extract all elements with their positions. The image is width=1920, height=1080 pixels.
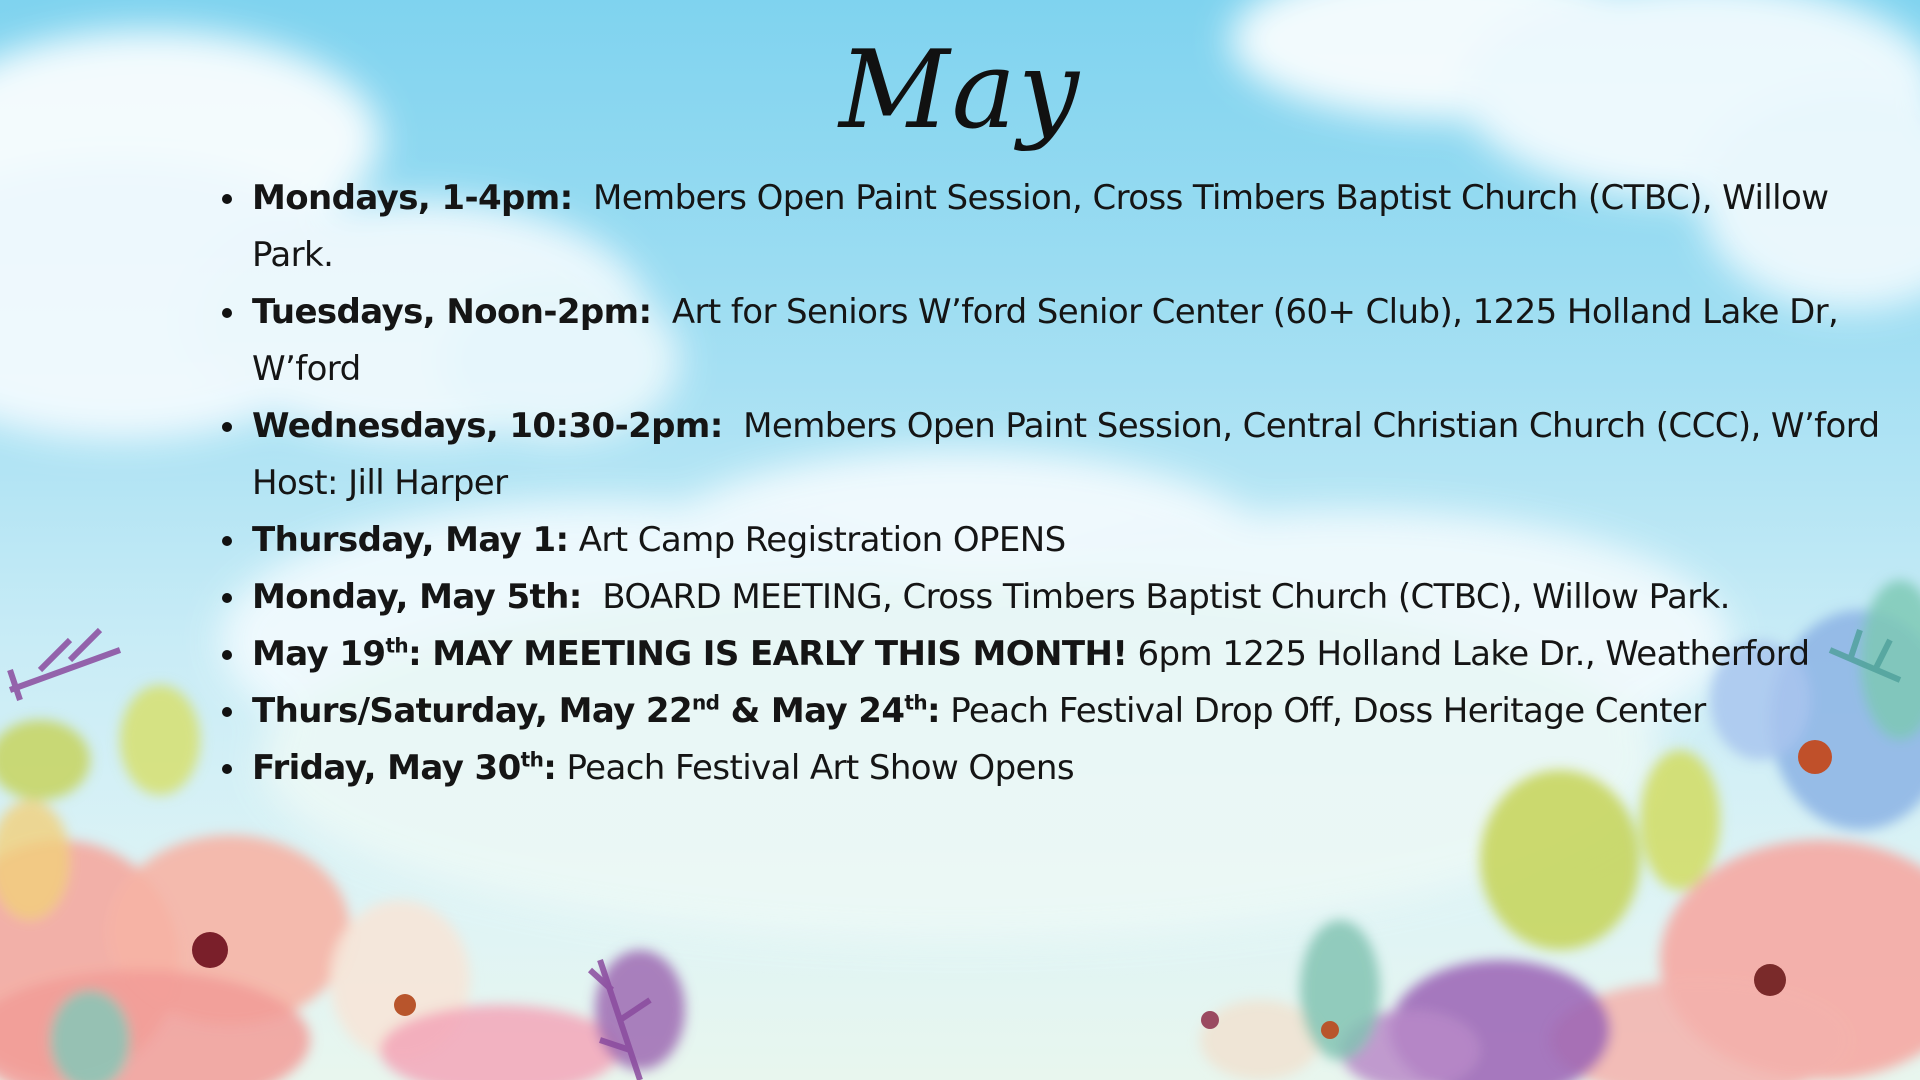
event-label: Wednesdays, 10:30-2pm: [252,406,723,446]
ordinal-suffix: nd [692,690,720,715]
event-tuesdays [252,284,1892,398]
event-label: Tuesdays, Noon-2pm: [252,292,652,332]
event-peach-festival-drop-off [252,683,1892,740]
event-label: Mondays, 1-4pm: [252,178,573,218]
page-title: May [839,28,1081,153]
event-label-part: : [543,748,557,788]
event-label-part: : [927,691,940,731]
ordinal-suffix: th [520,747,544,772]
event-label-part: Friday, May 30 [252,748,521,788]
event-label [252,691,940,731]
event-wednesdays [252,398,1892,512]
ordinal-suffix: th [904,690,927,715]
event-may-meeting [252,626,1892,683]
event-label-part: : MAY MEETING IS EARLY THIS MONTH! [408,634,1128,674]
event-text: BOARD MEETING, Cross Timbers Baptist Church (CTBC), Willow Park. [602,577,1730,617]
event-list [214,170,1892,797]
event-text: Peach Festival Art Show Opens [566,748,1074,788]
event-label: Monday, May 5th: [252,577,582,617]
event-text: Art for Seniors W’ford Senior Center (60+ Club), 1225 Holland Lake Dr, W’ford [252,292,1839,389]
event-label-part: May 19 [252,634,386,674]
event-label: Thursday, May 1: [252,520,569,560]
event-label-part: Thurs/Saturday, May 22 [252,691,693,731]
event-text: Members Open Paint Session, Cross Timbers Baptist Church (CTBC), Willow Park. [252,178,1829,275]
event-text: Members Open Paint Session, Central Christian Church (CCC), W’ford Host: Jill Harper [252,406,1880,503]
event-label [252,748,556,788]
event-text: Peach Festival Drop Off, Doss Heritage Center [950,691,1706,731]
ordinal-suffix: th [385,633,409,658]
event-label-part: & May 24 [719,691,905,731]
event-text: 6pm 1225 Holland Lake Dr., Weatherford [1137,634,1810,674]
event-monday-may-5 [252,569,1892,626]
event-mondays [252,170,1892,284]
event-text: Art Camp Registration OPENS [578,520,1066,560]
event-peach-festival-art-show [252,740,1892,797]
event-thursday-may-1 [252,512,1892,569]
event-label [252,634,1127,674]
